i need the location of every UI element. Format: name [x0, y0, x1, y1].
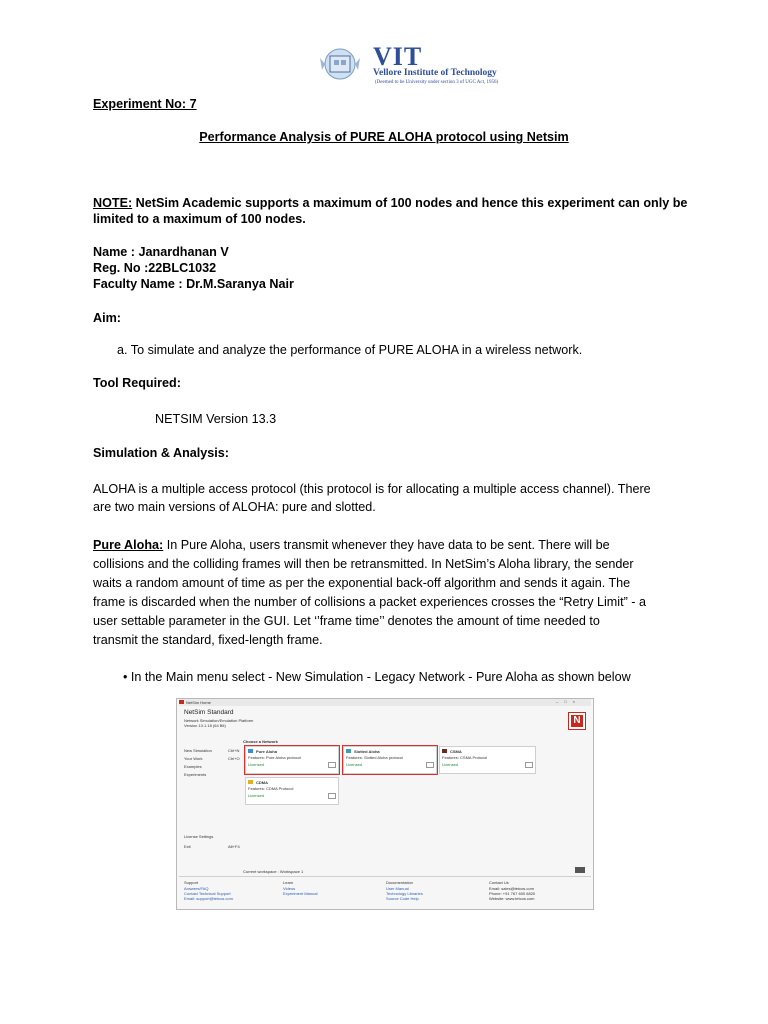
card-open-icon[interactable] [328, 793, 336, 799]
page-title: Performance Analysis of PURE ALOHA protocol using Netsim [199, 130, 569, 144]
footer-contact-item: Website: www.tetcos.com [489, 896, 535, 901]
tool-value: NETSIM Version 13.3 [155, 412, 277, 426]
aloha-paragraph-line-2: are two main versions of ALOHA: pure and slotted. [93, 500, 376, 514]
menu-experiments[interactable]: Experiments [184, 772, 207, 777]
exit-shortcut: Alt+F4 [228, 844, 240, 849]
window-titlebar [179, 699, 591, 706]
vit-emblem-icon [310, 44, 370, 84]
note-label: NOTE: [93, 196, 133, 210]
pure-aloha-line-4: frame is discarded when the number of collisions a packet experiences crosses the “Retry Limit” - a [93, 595, 646, 609]
netsim-screenshot [176, 698, 594, 910]
bullet-instruction: • In the Main menu select - New Simulation - Legacy Network - Pure Aloha as shown below [123, 670, 631, 684]
app-name: NetSim Standard [184, 709, 234, 716]
footer-docs-head: Documentation [386, 880, 413, 885]
simulation-heading: Simulation & Analysis: [93, 446, 229, 460]
card-status: Licensed [248, 793, 265, 798]
license-settings[interactable]: License Settings [184, 834, 214, 839]
pure-aloha-line-2: collisions and the colliding frames will then be retransmitted. In NetSim’s Aloha library, the sender [93, 557, 634, 571]
logo-vit-text: VIT [373, 42, 423, 71]
aim-heading: Aim: [93, 311, 121, 325]
pure-aloha-text-1: In Pure Aloha, users transmit whenever they have data to be sent. There will be [163, 538, 610, 552]
app-subtitle: Network Simulation/Emulation Platform [184, 718, 254, 723]
csma-icon [442, 749, 447, 753]
reg-number: Reg. No :22BLC1032 [93, 261, 217, 275]
menu-your-work-shortcut: Ctrl+O [228, 756, 240, 761]
menu-new-simulation[interactable]: New Simulation [184, 748, 212, 753]
footer-docs-link[interactable]: Technology Libraries [386, 891, 423, 896]
more-button[interactable] [575, 867, 585, 873]
aloha-paragraph-line-1: ALOHA is a multiple access protocol (this protocol is for allocating a multiple access channel). There [93, 482, 651, 496]
footer-support-link[interactable]: Answers/FAQ [184, 886, 209, 891]
footer-docs-link[interactable]: User Manual [386, 886, 409, 891]
app-version: Version 13.1.18 (64 Bit) [184, 723, 226, 728]
footer-learn-link[interactable]: Experiment Manual [283, 891, 318, 896]
footer-docs-link[interactable]: Source Code Help [386, 896, 419, 901]
card-status: Licensed [346, 762, 363, 767]
workspace-label: Current workspace : Workspace 1 [243, 869, 304, 874]
experiment-number: Experiment No: 7 [93, 97, 197, 111]
pure-aloha-label: Pure Aloha: [93, 538, 164, 552]
window-app-icon [179, 700, 184, 704]
card-title: CSMA [450, 749, 462, 754]
tool-heading: Tool Required: [93, 376, 181, 390]
window-controls-icon[interactable]: –□× [556, 699, 581, 704]
card-csma[interactable] [439, 746, 536, 774]
exit-item[interactable]: Exit [184, 844, 191, 849]
card-status: Licensed [248, 762, 265, 767]
footer-contact-head: Contact Us [489, 880, 509, 885]
footer-contact-item: Email: sales@tetcos.com [489, 886, 534, 891]
note-line-2: limited to a maximum of 100 nodes. [93, 212, 306, 226]
card-title: Pure Aloha [256, 749, 277, 754]
menu-your-work[interactable]: Your Work [184, 756, 203, 761]
choose-network-heading: Choose a Network [243, 739, 278, 744]
pure-aloha-line-6: transmit the standard, fixed-length frame. [93, 633, 323, 647]
pure-aloha-line-1 [93, 536, 610, 554]
pure-aloha-line-5: user settable parameter in the GUI. Let ‘’frame time’’ denotes the amount of time needed to [93, 614, 600, 628]
card-desc: Features: CSMA Protocol [442, 755, 488, 760]
footer-contact-item: Phone: +91 767 600 6820 [489, 891, 536, 896]
netsim-logo-icon: N [568, 712, 586, 730]
menu-examples[interactable]: Examples [184, 764, 202, 769]
pure-aloha-line-3: waits a random amount of time as per the exponential back-off algorithm and sends it again. The [93, 576, 631, 590]
menu-new-simulation-shortcut: Ctrl+N [228, 748, 240, 753]
student-name: Name : Janardhanan V [93, 245, 229, 259]
footer-support-head: Support [184, 880, 199, 885]
card-status: Licensed [442, 762, 459, 767]
footer-learn-head: Learn [283, 880, 294, 885]
window-title: NetSim Home [186, 700, 211, 705]
card-open-icon[interactable] [525, 762, 533, 768]
note-text: NetSim Academic supports a maximum of 100 nodes and hence this experiment can only be [132, 196, 688, 210]
aim-item-a: a. To simulate and analyze the performance of PURE ALOHA in a wireless network. [117, 343, 583, 357]
pure-aloha-highlight [244, 745, 340, 775]
card-desc: Features: Pure Aloha protocol [248, 755, 301, 760]
card-desc: Features: CDMA Protocol [248, 786, 294, 791]
footer-learn-link[interactable]: Videos [283, 886, 296, 891]
logo-full-name: Vellore Institute of Technology [373, 68, 497, 78]
card-desc: Features: Slotted Aloha protocol [346, 755, 403, 760]
logo-tagline: (Deemed to be University under section 3 of UGC Act, 1956) [375, 80, 499, 85]
footer-support-link[interactable]: Email: support@tetcos.com [184, 896, 233, 901]
slotted-aloha-highlight [342, 745, 438, 775]
cdma-icon [248, 780, 253, 784]
card-title: CDMA [256, 780, 268, 785]
faculty-name: Faculty Name : Dr.M.Saranya Nair [93, 277, 294, 291]
footer-divider [179, 876, 591, 877]
footer-support-link[interactable]: Contact Technical Support [184, 891, 231, 896]
card-cdma[interactable] [245, 777, 339, 805]
card-title: Slotted Aloha [354, 749, 380, 754]
